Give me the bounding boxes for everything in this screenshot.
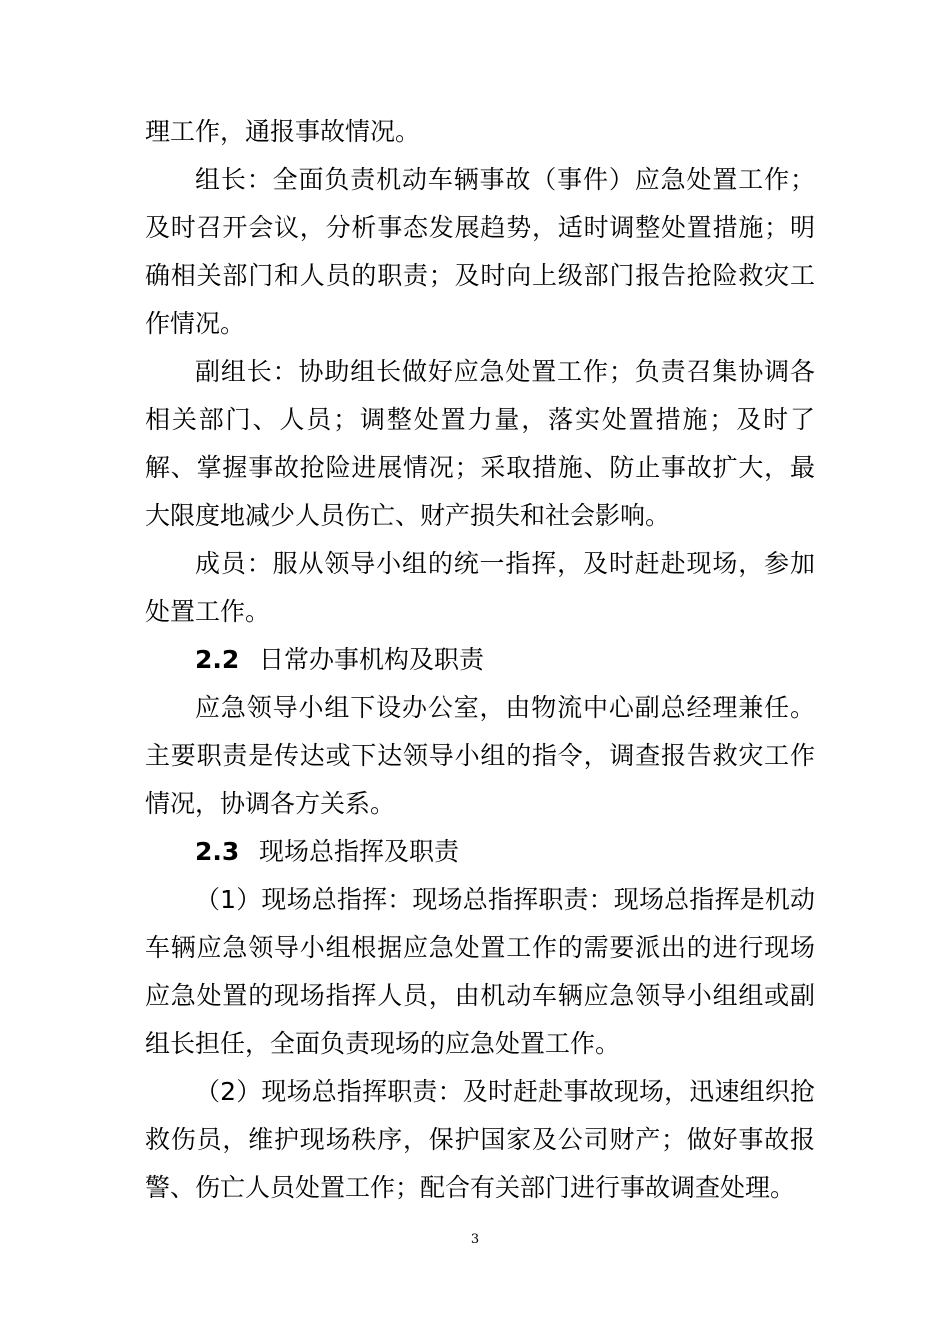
- section-number: 2.2: [195, 645, 240, 674]
- paragraph-commander-duties: （2）现场总指挥职责：及时赶赴事故现场，迅速组织抢救伤员，维护现场秩序，保护国家及公司财产；做好事故报警、伤亡人员处置工作；配合有关部门进行事故调查处理。: [145, 1077, 815, 1202]
- page-number: 3: [470, 1232, 480, 1247]
- section-heading-2-2: [145, 636, 815, 684]
- section-heading-2-3: [145, 828, 815, 876]
- paragraph-office: 应急领导小组下设办公室，由物流中心副总经理兼任。主要职责是传达或下达领导小组的指令，调查报告救灾工作情况，协调各方关系。: [145, 693, 815, 818]
- section-title: 现场总指挥及职责: [259, 837, 460, 866]
- paragraph-members: 成员：服从领导小组的统一指挥，及时赶赴现场，参加处置工作。: [145, 549, 815, 626]
- paragraph-commander: （1）现场总指挥：现场总指挥职责：现场总指挥是机动车辆应急领导小组根据应急处置工作的需要派出的进行现场应急处置的现场指挥人员，由机动车辆应急领导小组组或副组长担任，全面负责现场的应急处置工作。: [145, 885, 815, 1058]
- paragraph-group-leader: 组长：全面负责机动车辆事故（事件）应急处置工作；及时召开会议，分析事态发展趋势，适时调整处置措施；明确相关部门和人员的职责；及时向上级部门报告抢险救灾工作情况。: [145, 165, 815, 338]
- paragraph-deputy-leader: 副组长：协助组长做好应急处置工作；负责召集协调各相关部门、人员；调整处置力量，落实处置措施；及时了解、掌握事故抢险进展情况；采取措施、防止事故扩大，最大限度地减少人员伤亡、财产损失和社会影响。: [145, 357, 815, 530]
- section-number: 2.3: [195, 837, 240, 866]
- section-title: 日常办事机构及职责: [259, 645, 485, 674]
- body-text: [145, 108, 815, 1212]
- paragraph: 理工作，通报事故情况。: [145, 117, 421, 146]
